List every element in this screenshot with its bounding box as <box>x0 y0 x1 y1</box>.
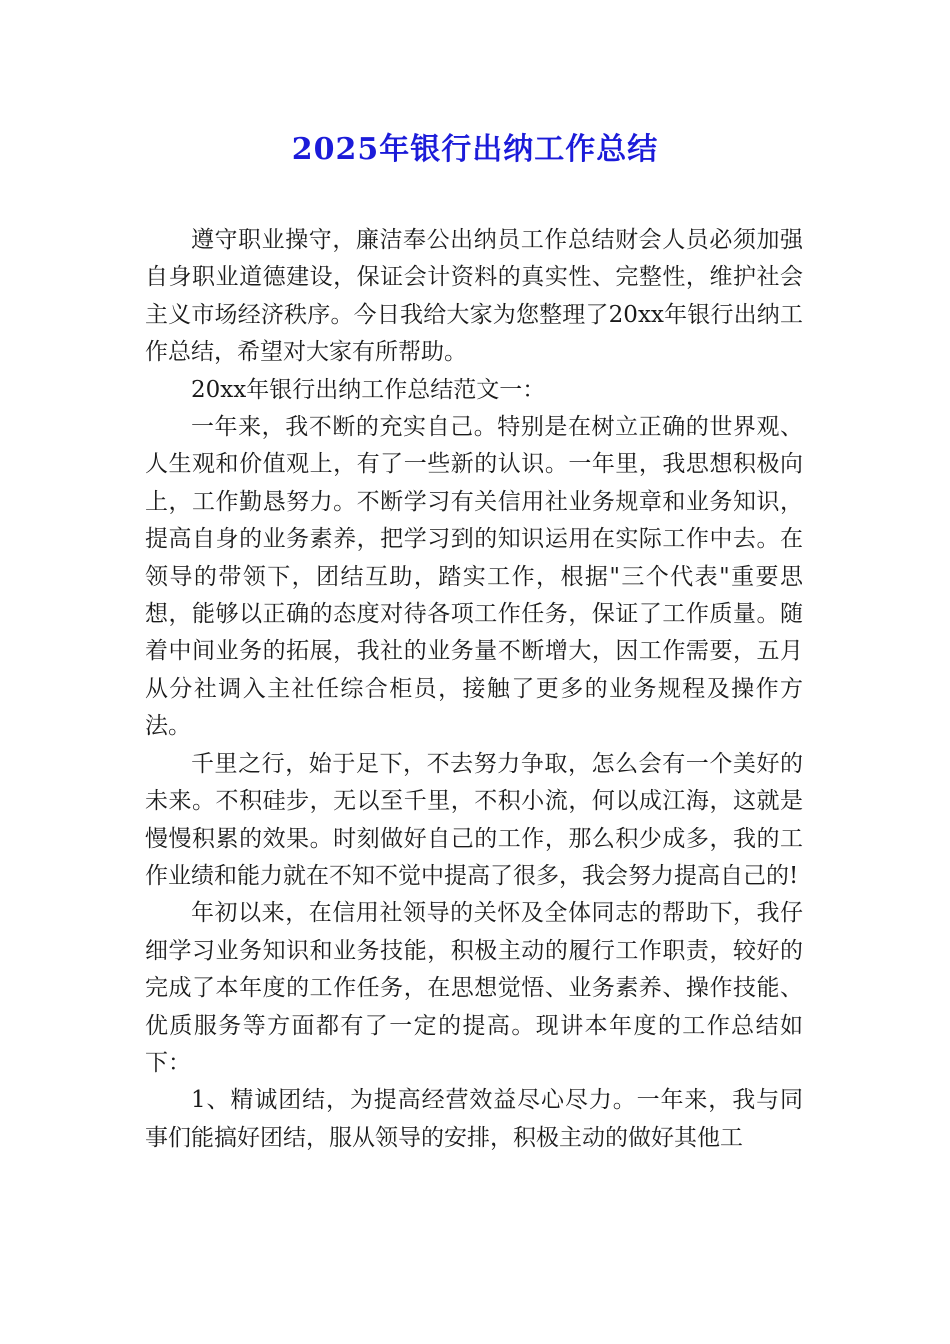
paragraph-point-one: 1、精诚团结，为提高经营效益尽心尽力。一年来，我与同事们能搞好团结，服从领导的安排，积极主动的做好其他工 <box>145 1087 803 1151</box>
paragraph-annual-summary: 年初以来，在信用社领导的关怀及全体同志的帮助下，我仔细学习业务知识和业务技能，积极主动的履行工作职责，较好的完成了本年度的工作任务，在思想觉悟、业务素养、操作技能、优质服务等方面都有了一定的提高。现讲本年度的工作总结如下： <box>145 900 803 1076</box>
document-body <box>145 222 803 1157</box>
paragraph-intro: 遵守职业操守，廉洁奉公出纳员工作总结财会人员必须加强自身职业道德建设，保证会计资料的真实性、完整性，维护社会主义市场经济秩序。今日我给大家为您整理了20xx年银行出纳工作总结，希望对大家有所帮助。 <box>145 227 803 366</box>
paragraph-sample-heading: 20xx年银行出纳工作总结范文一： <box>191 376 546 403</box>
document-title: 2025年银行出纳工作总结 <box>291 132 659 167</box>
paragraph-accumulation: 千里之行，始于足下，不去努力争取，怎么会有一个美好的未来。不积硅步，无以至千里，不积小流，何以成江海，这就是慢慢积累的效果。时刻做好自己的工作，那么积少成多，我的工作业绩和能力就在不知不觉中提高了很多，我会努力提高自己的! <box>145 750 803 889</box>
paragraph-self-improvement: 一年来，我不断的充实自己。特别是在树立正确的世界观、人生观和价值观上，有了一些新的认识。一年里，我思想积极向上，工作勤恳努力。不断学习有关信用社业务规章和业务知识，提高自身的业务素养，把学习到的知识运用在实际工作中去。在领导的带领下，团结互助，踏实工作，根据"三个代表"重要思想，能够以正确的态度对待各项工作任务，保证了工作质量。随着中间业务的拓展，我社的业务量不断增大，因工作需要，五月从分社调入主社任综合柜员，接触了更多的业务规程及操作方法。 <box>145 414 803 740</box>
